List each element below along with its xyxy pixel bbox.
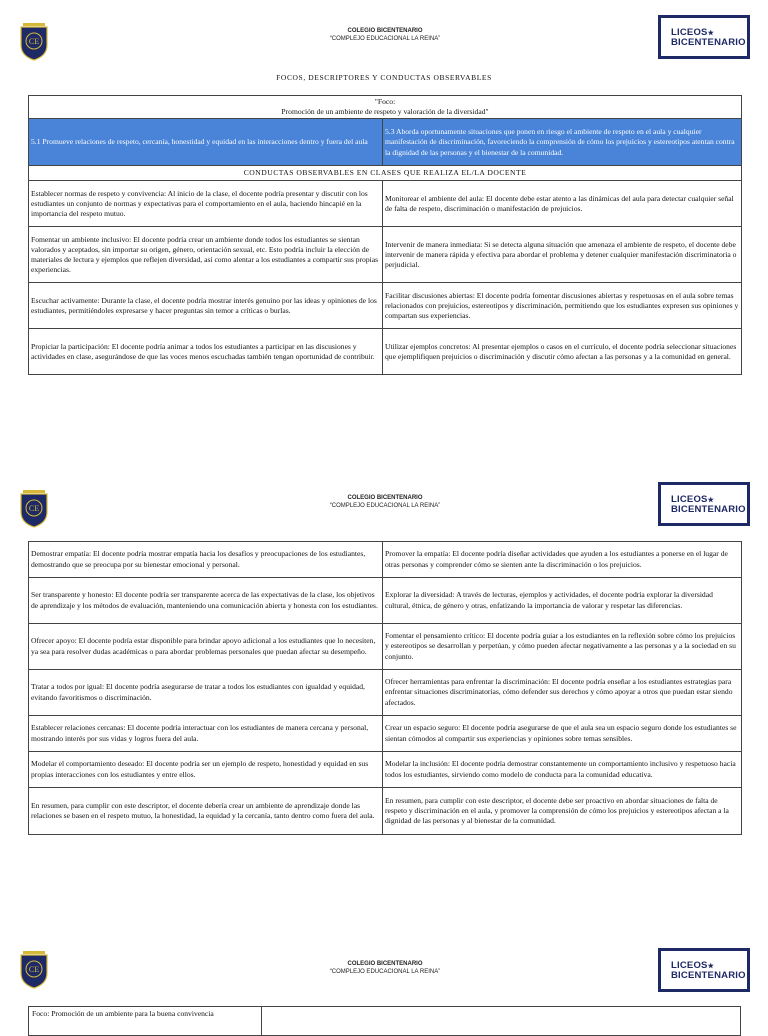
table-row xyxy=(29,624,742,670)
school-name xyxy=(250,27,520,43)
page-header-2 xyxy=(0,482,768,542)
svg-text:CE: CE xyxy=(28,965,40,974)
behavior-cell-left: Propiciar la participación: El docente podría animar a todos los estudiantes a participar en las discusiones y actividades en clase, asegurándose de que las voces menos escuchadas también tengan oportunidad de contribuir. xyxy=(29,329,383,375)
liceos-bicentenario-logo xyxy=(658,482,750,526)
school-name-line1: COLEGIO BICENTENARIO xyxy=(347,495,423,501)
table-row xyxy=(29,788,742,835)
school-name xyxy=(250,960,520,976)
conductas-header-row xyxy=(29,166,742,181)
behavior-cell-right: Ofrecer herramientas para enfrentar la discriminación: El docente podría enseñar a los estudiantes estrategias para enfrentar situaciones discriminatorias, cómo defender sus derechos y cómo apoyar a otros que puedan estar siendo afectados. xyxy=(383,670,742,716)
table-row xyxy=(29,670,742,716)
school-name-line2: “COMPLEJO EDUCACIONAL LA REINA” xyxy=(329,969,441,975)
school-name-line1: COLEGIO BICENTENARIO xyxy=(347,961,423,967)
brand-line1: LICEOS xyxy=(671,27,708,38)
behavior-cell-left: Demostrar empatía: El docente podría mostrar empatía hacia los desafíos y preocupaciones de los estudiantes, demostrando que se preocupa por su bienestar emocional y personal. xyxy=(29,542,383,578)
table-row xyxy=(29,542,742,578)
table-row xyxy=(29,752,742,788)
star-icon: ★ xyxy=(707,497,715,504)
svg-text:CE: CE xyxy=(28,37,40,46)
descriptors-table-3 xyxy=(28,1006,741,1036)
behavior-cell-left: Tratar a todos por igual: El docente podría asegurarse de tratar a todos los estudiantes con igualdad y equidad, evitando favoritismos o discriminación. xyxy=(29,670,383,716)
school-crest-logo xyxy=(19,23,49,61)
foco-row xyxy=(29,96,742,119)
school-name-line1: COLEGIO BICENTENARIO xyxy=(347,28,423,34)
brand-line1: LICEOS xyxy=(671,494,708,505)
table-row xyxy=(29,716,742,752)
behavior-cell-left: Modelar el comportamiento deseado: El docente podría ser un ejemplo de respeto, honestidad y equidad en sus propias interacciones con los estudiantes y entre ellos. xyxy=(29,752,383,788)
table-row xyxy=(29,181,742,227)
descriptor-row xyxy=(29,119,742,166)
brand-line1: LICEOS xyxy=(671,960,708,971)
table-row xyxy=(29,578,742,624)
school-name-line2: “COMPLEJO EDUCACIONAL LA REINA” xyxy=(329,503,441,509)
brand-line2: BICENTENARIO xyxy=(671,37,746,48)
school-crest-logo xyxy=(19,951,49,989)
descriptor-5-3: 5.3 Aborda oportunamente situaciones que ponen en riesgo el ambiente de respeto en el aula y cualquier manifestación de discriminación, favoreciendo la comprensión de cómo los prejuicios y estereotipos atentan contra la dignidad de las personas y el bienestar de la comunidad. xyxy=(383,119,742,166)
svg-text:CE: CE xyxy=(28,504,40,513)
behavior-cell-left: Establecer relaciones cercanas: El docente podría interactuar con los estudiantes de manera cercana y personal, mostrando interés por sus vidas y logros fuera del aula. xyxy=(29,716,383,752)
behavior-cell-right: Fomentar el pensamiento crítico: El docente podría guiar a los estudiantes en la reflexión sobre cómo los prejuicios y estereotipos se desarrollan y perpetúan, y cómo pueden afectar negativamente a las personas y a la sociedad en su conjunto. xyxy=(383,624,742,670)
foco-cell: Foco: Promoción de un ambiente para la buena convivencia xyxy=(29,1007,262,1035)
page-header-1 xyxy=(0,15,768,75)
behavior-cell-right: Modelar la inclusión: El docente podría demostrar constantemente un comportamiento inclusivo y respetuoso hacia todos los estudiantes, sirviendo como modelo de conducta para la comunidad educativa. xyxy=(383,752,742,788)
table-row xyxy=(29,283,742,329)
behavior-cell-left: Fomentar un ambiente inclusivo: El docente podría crear un ambiente donde todos los estudiantes se sientan valorados y aceptados, sin importar su origen, género, orientación sexual, etc. Esto podría incluir la elección de materiales de lectura y ejemplos que reflejen diversidad, así como alentar a los estudiantes a compartir sus propias experiencias. xyxy=(29,227,383,283)
behavior-cell-right: Explorar la diversidad: A través de lecturas, ejemplos y actividades, el docente podría explorar la diversidad cultural, étnica, de género y otras, enfatizando la importancia de valorar y respetar las diferencias. xyxy=(383,578,742,624)
behavior-cell-left: Establecer normas de respeto y convivencia: Al inicio de la clase, el docente podría presentar y discutir con los estudiantes un conjunto de normas y expectativas para el comportamiento en el aula, haciendo hincapié en la importancia del respeto mutuo. xyxy=(29,181,383,227)
behavior-cell-right: Utilizar ejemplos concretos: Al presentar ejemplos o casos en el currículo, el docente podría seleccionar situaciones que ejemplifiquen prejuicios o discriminación y discutir cómo afectan a las personas y a la comunidad en general. xyxy=(383,329,742,375)
star-icon: ★ xyxy=(707,963,715,970)
school-name xyxy=(250,494,520,510)
behavior-cell-left: Ofrecer apoyo: El docente podría estar disponible para brindar apoyo adicional a los estudiantes que lo necesiten, ya sea para resolver dudas académicas o para abordar problemas personales que puedan afectar su desempeño. xyxy=(29,624,383,670)
foco-cell xyxy=(29,96,742,119)
descriptors-table-1 xyxy=(28,95,742,375)
table-row xyxy=(29,227,742,283)
behavior-cell-right: Facilitar discusiones abiertas: El docente podría fomentar discusiones abiertas y respetuosas en el aula sobre temas relacionados con prejuicios, estereotipos y discriminación, permitiendo que los estudiantes expresen sus opiniones y compartan sus experiencias. xyxy=(383,283,742,329)
star-icon: ★ xyxy=(707,30,715,37)
foco-line1: "Foco: xyxy=(374,97,396,106)
school-crest-logo xyxy=(19,490,49,528)
behavior-cell-left: Ser transparente y honesto: El docente podría ser transparente acerca de las expectativas de la clase, los objetivos de aprendizaje y los métodos de evaluación, manteniendo una comunicación abierta y honesta con los estudiantes. xyxy=(29,578,383,624)
behavior-cell-right: Monitorear el ambiente del aula: El docente debe estar atento a las dinámicas del aula para detectar cualquier señal de falta de respeto, discriminación o manifestación de prejuicios. xyxy=(383,181,742,227)
liceos-bicentenario-logo xyxy=(658,948,750,992)
descriptors-table-2 xyxy=(28,541,742,835)
behavior-cell-left: En resumen, para cumplir con este descriptor, el docente debería crear un ambiente de aprendizaje donde las relaciones se basen en el respeto mutuo, la honestidad, la equidad y la cercanía, tanto dentro como fuera del aula. xyxy=(29,788,383,835)
document-title: FOCOS, DESCRIPTORES Y CONDUCTAS OBSERVABLES xyxy=(276,73,492,82)
brand-line2: BICENTENARIO xyxy=(671,970,746,981)
conductas-header: CONDUCTAS OBSERVABLES EN CLASES QUE REALIZA EL/LA DOCENTE xyxy=(29,166,742,181)
liceos-bicentenario-logo xyxy=(658,15,750,59)
school-name-line2: “COMPLEJO EDUCACIONAL LA REINA” xyxy=(329,36,441,42)
brand-line2: BICENTENARIO xyxy=(671,504,746,515)
behavior-cell-right: Intervenir de manera inmediata: Si se detecta alguna situación que amenaza el ambiente de respeto, el docente debe intervenir de manera rápida y efectiva para abordar el problema y detener cualquier manifestación discriminatoria o perjudicial. xyxy=(383,227,742,283)
behavior-cell-left: Escuchar activamente: Durante la clase, el docente podría mostrar interés genuino por las ideas y opiniones de los estudiantes, permitiéndoles expresarse y hacer preguntas sin temor a críticas o burlas. xyxy=(29,283,383,329)
behavior-cell-right: Crear un espacio seguro: El docente podría asegurarse de que el aula sea un espacio seguro donde los estudiantes se sientan cómodos al compartir sus experiencias y opiniones sobre temas sensibles. xyxy=(383,716,742,752)
descriptor-5-1: 5.1 Promueve relaciones de respeto, cercanía, honestidad y equidad en las interacciones dentro y fuera del aula xyxy=(29,119,383,166)
foco-line2: Promoción de un ambiente de respeto y valoración de la diversidad" xyxy=(281,107,489,117)
page-header-3 xyxy=(0,948,768,1008)
table-row xyxy=(29,329,742,375)
behavior-cell-right: En resumen, para cumplir con este descriptor, el docente debe ser proactivo en abordar situaciones de falta de respeto y discriminación en el aula, y promover la comprensión de cómo los prejuicios y estereotipos afectan a la dignidad de las personas y al bienestar de la comunidad. xyxy=(383,788,742,835)
behavior-cell-right: Promover la empatía: El docente podría diseñar actividades que ayuden a los estudiantes a ponerse en el lugar de otras personas y comprender cómo se sienten ante la discriminación o los prejuicios. xyxy=(383,542,742,578)
